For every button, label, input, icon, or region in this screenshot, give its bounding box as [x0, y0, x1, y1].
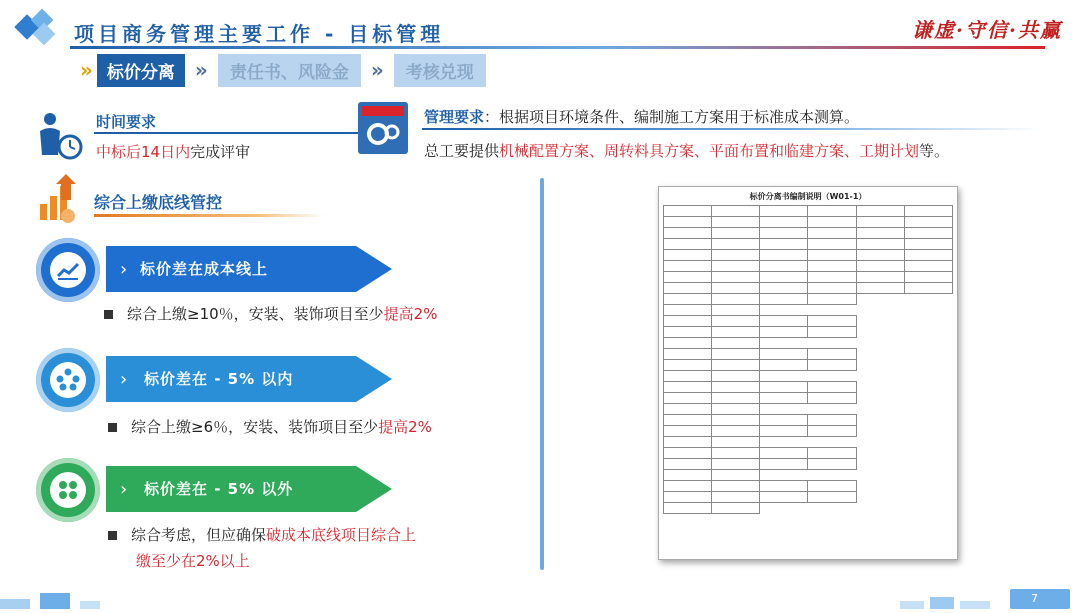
document-row: [664, 371, 953, 382]
item-circle: [36, 238, 100, 302]
document-row: [664, 437, 953, 448]
time-requirement-text: [96, 141, 250, 162]
document-cell: [664, 228, 712, 239]
document-cell: [904, 217, 952, 228]
document-cell: [760, 349, 808, 360]
document-cell: [760, 228, 808, 239]
document-row: [664, 316, 953, 327]
document-cell: [808, 206, 856, 217]
document-cell: [760, 206, 808, 217]
document-cell: [808, 459, 856, 470]
document-cell: [664, 294, 712, 305]
document-row: [664, 272, 953, 283]
management-requirement-title: 管理要求: [424, 108, 485, 126]
time-requirement-rest: 完成评审: [190, 143, 251, 161]
document-cell: [760, 327, 808, 338]
document-cell: [760, 261, 808, 272]
document-cell: [760, 492, 808, 503]
document-row: [664, 481, 953, 492]
bullet-highlight: 提高2%: [378, 418, 432, 436]
item-above-cost-line: [36, 238, 536, 328]
document-cell: [712, 382, 760, 393]
document-cell: [856, 272, 904, 283]
document-cell: [712, 426, 760, 437]
document-cell: [664, 250, 712, 261]
document-row: [664, 283, 953, 294]
document-cell: [760, 316, 808, 327]
document-cell: [664, 338, 712, 349]
document-cell: [904, 239, 952, 250]
bullet-highlight: 破成本底线项目综合上: [266, 526, 417, 544]
document-cell: [664, 371, 712, 382]
dots-icon: [36, 348, 100, 412]
document-cell: [760, 283, 808, 294]
document-row: [664, 426, 953, 437]
document-cell: [712, 261, 760, 272]
document-cell: [856, 261, 904, 272]
management-requirement-text: ：根据项目环境条件、编制施工方案用于标准成本测算。: [484, 108, 860, 126]
svg-text:›: ›: [120, 479, 128, 500]
document-cell: [712, 228, 760, 239]
document-cell: [712, 404, 760, 415]
document-cell: [664, 316, 712, 327]
document-row: [664, 305, 953, 316]
document-row: [664, 206, 953, 217]
document-cell: [712, 393, 760, 404]
document-title: 标价分离书编制说明（W01-1）: [749, 192, 867, 201]
grid-icon: [36, 458, 100, 522]
item-circle: [36, 348, 100, 412]
document-cell: [760, 459, 808, 470]
document-cell: [808, 448, 856, 459]
gear-icon: [358, 102, 408, 154]
document-cell: [760, 250, 808, 261]
document-cell: [760, 217, 808, 228]
process-tabs: [80, 55, 486, 85]
time-requirement: [36, 105, 336, 165]
document-cell: [808, 294, 856, 305]
chevron-right-icon: »: [80, 58, 93, 82]
document-cell: [760, 393, 808, 404]
document-row: [664, 492, 953, 503]
document-row: [664, 470, 953, 481]
document-cell: [712, 217, 760, 228]
document-cell: [808, 492, 856, 503]
header: [0, 0, 1080, 56]
section-divider: [94, 214, 324, 217]
tab-assessment[interactable]: 考核兑现: [394, 54, 486, 87]
document-cell: [808, 250, 856, 261]
document-cell: [664, 481, 712, 492]
document-cell: [664, 217, 712, 228]
bullet-square: [104, 310, 113, 319]
document-cell: [808, 228, 856, 239]
line2-suffix: 等。: [919, 142, 950, 160]
document-cell: [760, 448, 808, 459]
document-cell: [808, 382, 856, 393]
document-cell: [712, 459, 760, 470]
document-cell: [664, 327, 712, 338]
section-header: [36, 170, 366, 226]
item-within-5-percent: [36, 348, 536, 438]
document-cell: [712, 360, 760, 371]
document-cell: [664, 459, 712, 470]
item-bullet: [104, 301, 437, 327]
document-cell: [904, 228, 952, 239]
footer-decoration: [0, 585, 1080, 613]
document-cell: [808, 327, 856, 338]
page-number: 7: [1031, 592, 1038, 605]
document-cell: [904, 272, 952, 283]
document-cell: [712, 272, 760, 283]
document-cell: [856, 283, 904, 294]
document-cell: [712, 503, 760, 514]
document-cell: [760, 294, 808, 305]
bullet-highlight-line2: 缴至少在2%以上: [136, 552, 250, 570]
document-row: [664, 294, 953, 305]
document-cell: [664, 305, 712, 316]
document-row: [664, 250, 953, 261]
document-cell: [712, 206, 760, 217]
bullet-square: [108, 423, 117, 432]
item-bullet-continuation: [136, 548, 250, 574]
document-cell: [664, 393, 712, 404]
document-row: [664, 459, 953, 470]
document-cell: [664, 470, 712, 481]
document-cell: [904, 206, 952, 217]
document-cell: [664, 272, 712, 283]
document-row: [664, 217, 953, 228]
document-cell: [808, 272, 856, 283]
document-cell: [664, 239, 712, 250]
company-logo-icon: [14, 8, 66, 50]
document-cell: [856, 206, 904, 217]
line2-highlight: 机械配置方案、周转料具方案、平面布置和临建方案、工期计划: [499, 142, 920, 160]
document-cell: [712, 338, 760, 349]
time-requirement-title: 时间要求: [96, 113, 157, 131]
document-cell: [712, 481, 760, 492]
bullet-square: [108, 531, 117, 540]
item-beyond-5-percent: [36, 458, 536, 578]
document-cell: [712, 371, 760, 382]
document-cell: [760, 481, 808, 492]
bullet-text: 综合上缴≥10％，安装、装饰项目至少: [127, 305, 384, 323]
item-label: 标价差在 - 5% 以内: [144, 370, 294, 388]
document-cell: [664, 360, 712, 371]
line2-prefix: 总工要提供: [424, 142, 500, 160]
item-label: 标价差在 - 5% 以外: [144, 480, 294, 498]
document-cell: [712, 283, 760, 294]
management-requirement-divider: [422, 128, 1042, 130]
document-cell: [760, 426, 808, 437]
person-clock-icon: [36, 111, 84, 161]
page-title: 项目商务管理主要工作 - 目标管理: [74, 22, 445, 46]
management-requirement-line2: [424, 140, 949, 161]
document-cell: [712, 437, 760, 448]
document-cell: [712, 239, 760, 250]
document-cell: [712, 316, 760, 327]
item-circle: [36, 458, 100, 522]
document-row: [664, 338, 953, 349]
document-cell: [904, 250, 952, 261]
document-cell: [664, 261, 712, 272]
document-row: [664, 382, 953, 393]
chevron-right-icon: »: [194, 58, 208, 82]
growth-chart-icon: [36, 170, 82, 226]
document-cell: [856, 239, 904, 250]
document-row: [664, 404, 953, 415]
document-cell: [664, 382, 712, 393]
document-cell: [712, 448, 760, 459]
document-cell: [664, 448, 712, 459]
document-row: [664, 327, 953, 338]
document-cell: [712, 415, 760, 426]
document-cell: [904, 261, 952, 272]
item-bullet: [108, 522, 416, 548]
item-label: 标价差在成本线上: [140, 260, 269, 278]
document-cell: [712, 470, 760, 481]
tab-responsibility-risk[interactable]: 责任书、风险金: [218, 54, 361, 87]
item-bullet: [108, 414, 432, 440]
document-row: [664, 239, 953, 250]
document-row: [664, 448, 953, 459]
document-row: [664, 228, 953, 239]
column-divider: [540, 178, 544, 570]
document-cell: [664, 437, 712, 448]
document-cell: [760, 382, 808, 393]
time-requirement-divider: [94, 132, 369, 134]
bullet-highlight: 提高2%: [383, 305, 438, 323]
document-row: [664, 415, 953, 426]
document-cell: [808, 239, 856, 250]
document-table: [663, 205, 953, 514]
document-cell: [856, 250, 904, 261]
document-cell: [712, 250, 760, 261]
document-row: [664, 393, 953, 404]
document-cell: [664, 349, 712, 360]
document-row: [664, 261, 953, 272]
document-cell: [712, 305, 760, 316]
document-cell: [808, 217, 856, 228]
document-cell: [808, 283, 856, 294]
document-cell: [904, 283, 952, 294]
tab-price-separation[interactable]: 标价分离: [97, 54, 185, 87]
document-cell: [664, 206, 712, 217]
document-cell: [664, 404, 712, 415]
management-requirement: [358, 100, 1058, 160]
company-slogan: 谦虚·守信·共赢: [912, 18, 1062, 42]
document-cell: [712, 327, 760, 338]
document-cell: [808, 316, 856, 327]
document-cell: [664, 492, 712, 503]
document-cell: [856, 228, 904, 239]
time-requirement-highlight: 中标后14日内: [96, 143, 191, 161]
document-cell: [760, 415, 808, 426]
document-cell: [808, 426, 856, 437]
header-divider: [70, 46, 1045, 49]
document-cell: [808, 481, 856, 492]
management-requirement-line1: [424, 106, 859, 127]
chevron-right-icon: »: [370, 58, 384, 82]
document-cell: [712, 294, 760, 305]
svg-text:›: ›: [120, 369, 128, 390]
document-cell: [760, 272, 808, 283]
document-cell: [712, 349, 760, 360]
bullet-text: 综合考虑，但应确保: [131, 526, 267, 544]
document-cell: [760, 239, 808, 250]
document-row: [664, 360, 953, 371]
document-cell: [808, 393, 856, 404]
document-row: [664, 349, 953, 360]
trend-chart-icon: [36, 238, 100, 302]
document-cell: [664, 503, 712, 514]
svg-text:›: ›: [120, 259, 128, 280]
document-cell: [808, 415, 856, 426]
document-cell: [664, 426, 712, 437]
section-title: 综合上缴底线管控: [94, 193, 223, 212]
document-cell: [808, 349, 856, 360]
document-cell: [856, 217, 904, 228]
document-cell: [664, 415, 712, 426]
document-cell: [808, 360, 856, 371]
document-cell: [808, 261, 856, 272]
document-cell: [664, 283, 712, 294]
document-thumbnail: [658, 186, 958, 560]
document-row: [664, 503, 953, 514]
bullet-text: 综合上缴≥6％，安装、装饰项目至少: [131, 418, 379, 436]
document-cell: [712, 492, 760, 503]
document-cell: [760, 360, 808, 371]
